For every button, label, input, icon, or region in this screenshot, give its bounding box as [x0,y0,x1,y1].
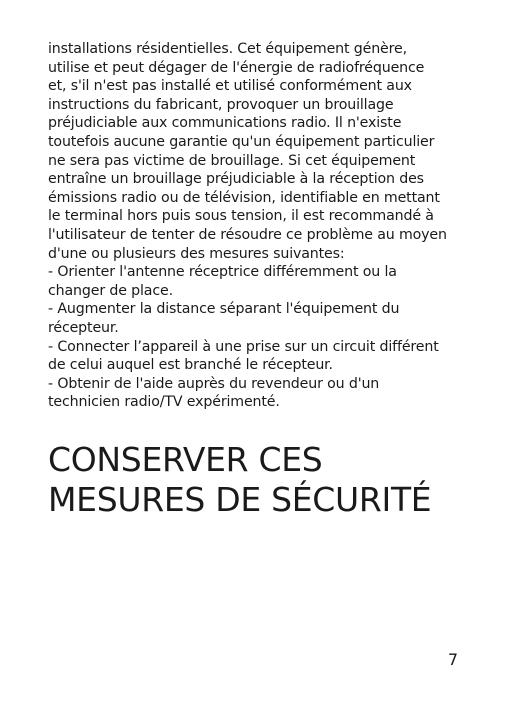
body-line: émissions radio ou de télévision, identifiable en mettant [48,189,440,206]
body-line: ne sera pas victime de brouillage. Si cet équipement [48,152,416,169]
list-item-line: - Augmenter la distance séparant l'équipement du [48,301,400,318]
body-line: et, s'il n'est pas installé et utilisé conformément aux [48,78,412,95]
heading-line: CONSERVER CES [48,439,323,479]
body-line: d'une ou plusieurs des mesures suivantes: [48,245,345,262]
page-number: 7 [447,650,458,669]
list-item-line: technicien radio/TV expérimenté. [48,394,280,411]
body-line: instructions du fabricant, provoquer un brouillage [48,96,394,113]
list-item-line: - Orienter l'antenne réceptrice différemment ou la [48,264,397,281]
page-content [48,40,468,542]
body-line: l'utilisateur de tenter de résoudre ce problème au moyen [48,226,447,243]
body-line: utilise et peut dégager de l'énergie de radiofréquence [48,59,425,76]
list-item-line: - Obtenir de l'aide auprès du revendeur ou d'un [48,375,380,392]
list-item-line: récepteur. [48,319,119,336]
list-item-line: de celui auquel est branché le récepteur. [48,357,333,374]
list-item-line: changer de place. [48,282,173,299]
section-heading [48,440,468,520]
body-line: le terminal hors puis sous tension, il est recommandé à [48,208,434,225]
body-line: entraîne un brouillage préjudiciable à la réception des [48,171,424,188]
list-item-line: - Connecter l’appareil à une prise sur un circuit différent [48,338,439,355]
body-line: toutefois aucune garantie qu'un équipement particulier [48,133,435,150]
body-paragraph [48,40,468,412]
body-line: installations résidentielles. Cet équipement génère, [48,41,407,57]
heading-line: MESURES DE SÉCURITÉ [48,479,432,519]
body-line: préjudiciable aux communications radio. Il n'existe [48,115,402,132]
